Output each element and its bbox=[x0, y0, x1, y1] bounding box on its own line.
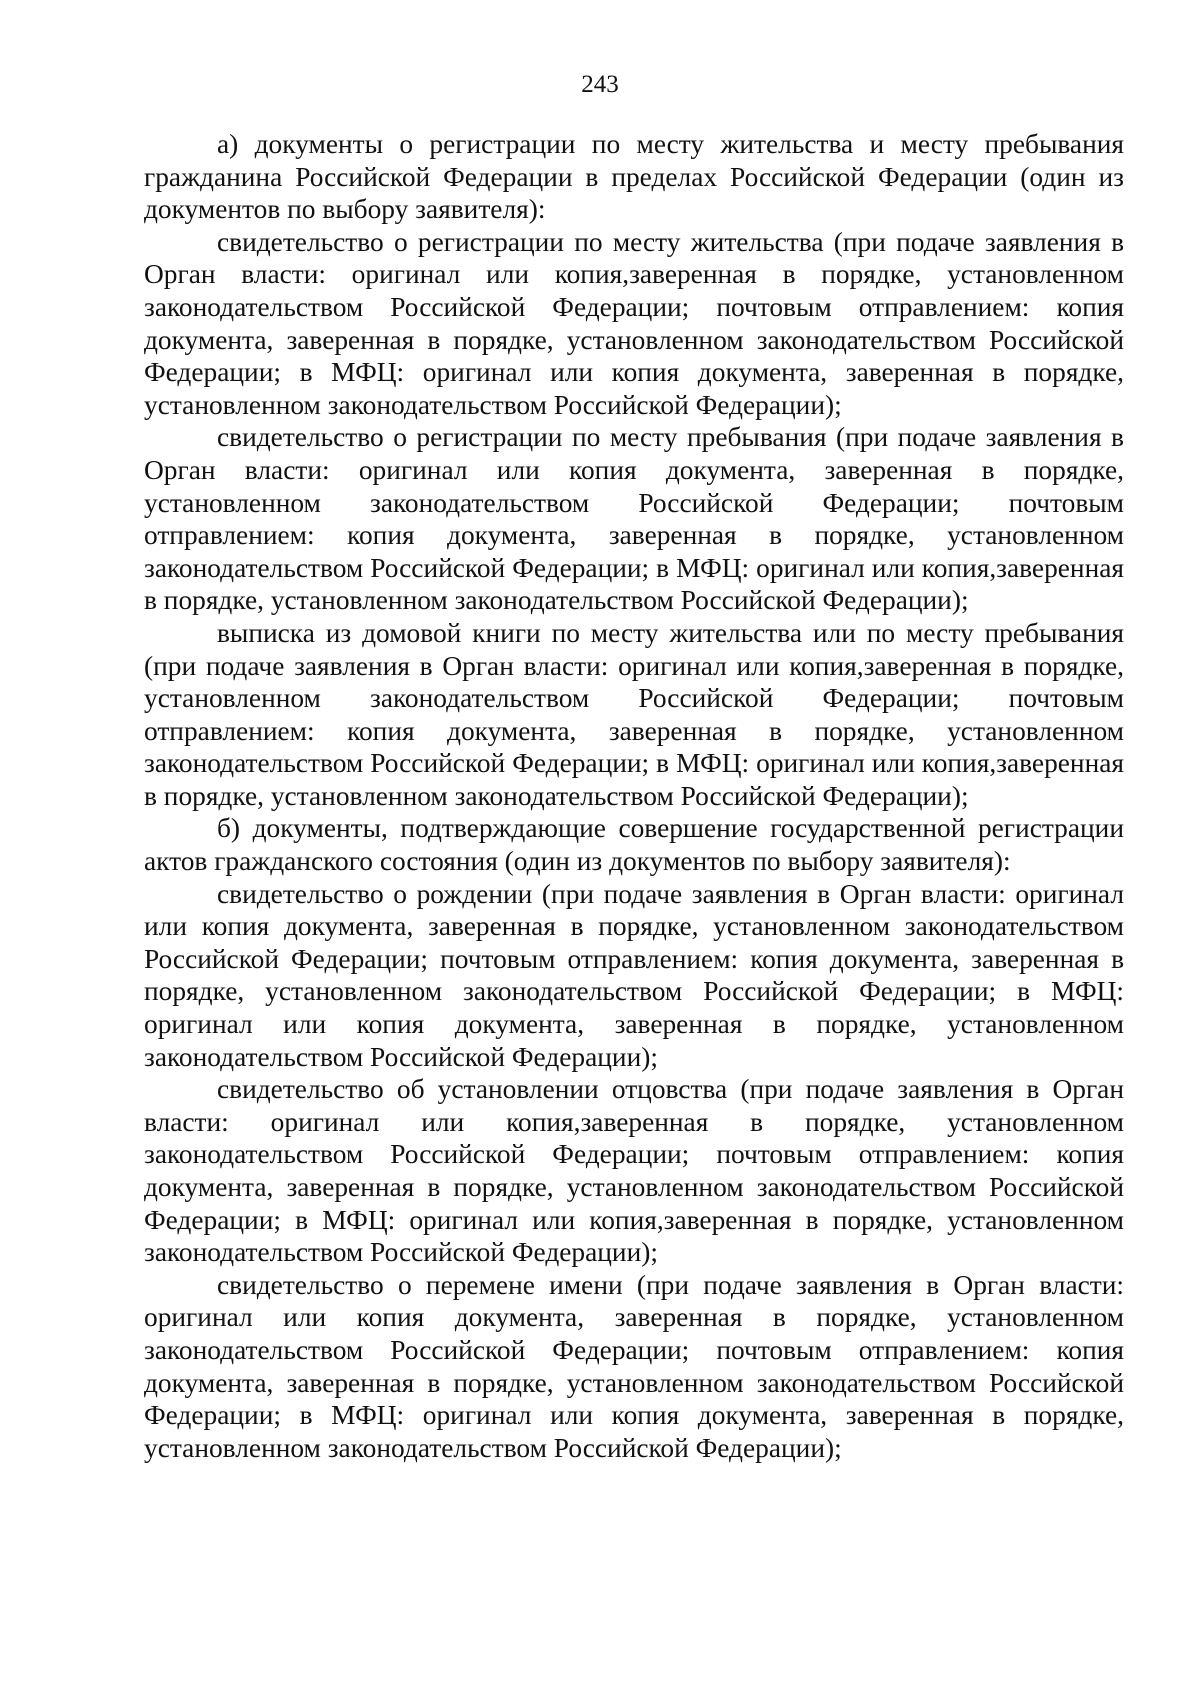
paragraph-house-book-extract: выписка из домовой книги по месту жительства или по месту пребывания (при подаче заявления в Орган власти: оригинал или копия,заверенная в порядке, установленном законодательством Российской Федерации; почтовым отправлением: копия документа, заверенная в порядке, установленном законодательством Российской Федерации; в МФЦ: оригинал или копия,заверенная в порядке, установленном законодательством Российской Федерации); bbox=[144, 617, 1124, 811]
paragraph-b-civil-status-documents: б) документы, подтверждающие совершение государственной регистрации актов гражданского состояния (один из документов по выбору заявителя): bbox=[144, 813, 1124, 877]
paragraph-birth-certificate: свидетельство о рождении (при подаче заявления в Орган власти: оригинал или копия документа, заверенная в порядке, установленном законодательством Российской Федерации; почтовым отправлением: копия документа, заверенная в порядке, установленном законодательством Российской Федерации; в МФЦ: оригинал или копия документа, заверенная в порядке, установленном законодательством Российской Федерации); bbox=[144, 878, 1124, 1072]
paragraph-a-registration-documents: а) документы о регистрации по месту жительства и месту пребывания гражданина Российской Федерации в пределах Российской Федерации (один из документов по выбору заявителя): bbox=[144, 129, 1124, 225]
paragraph-name-change-certificate: свидетельство о перемене имени (при подаче заявления в Орган власти: оригинал или копия документа, заверенная в порядке, установленном законодательством Российской Федерации; почтовым отправлением: копия документа, заверенная в порядке, установленном законодательством Российской Федерации; в МФЦ: оригинал или копия документа, заверенная в порядке, установленном законодательством Российской Федерации); bbox=[144, 1269, 1124, 1463]
document-body bbox=[144, 128, 1124, 1464]
paragraph-residence-registration-certificate: свидетельство о регистрации по месту жительства (при подаче заявления в Орган власти: оригинал или копия,заверенная в порядке, установленном законодательством Российской Федерации; почтовым отправлением: копия документа, заверенная в порядке, установленном законодательством Российской Федерации; в МФЦ: оригинал или копия документа, заверенная в порядке, установленном законодательством Российской Федерации); bbox=[144, 226, 1124, 420]
paragraph-paternity-certificate: свидетельство об установлении отцовства (при подаче заявления в Орган власти: оригинал или копия,заверенная в порядке, установленном законодательством Российской Федерации; почтовым отправлением: копия документа, заверенная в порядке, установленном законодательством Российской Федерации; в МФЦ: оригинал или копия,заверенная в порядке, установленном законодательством Российской Федерации); bbox=[144, 1074, 1124, 1268]
page-number: 243 bbox=[581, 71, 619, 98]
paragraph-stay-registration-certificate: свидетельство о регистрации по месту пребывания (при подаче заявления в Орган власти: оригинал или копия документа, заверенная в порядке, установленном законодательством Российской Федерации; почтовым отправлением: копия документа, заверенная в порядке, установленном законодательством Российской Федерации; в МФЦ: оригинал или копия,заверенная в порядке, установленном законодательством Российской Федерации); bbox=[144, 422, 1124, 616]
